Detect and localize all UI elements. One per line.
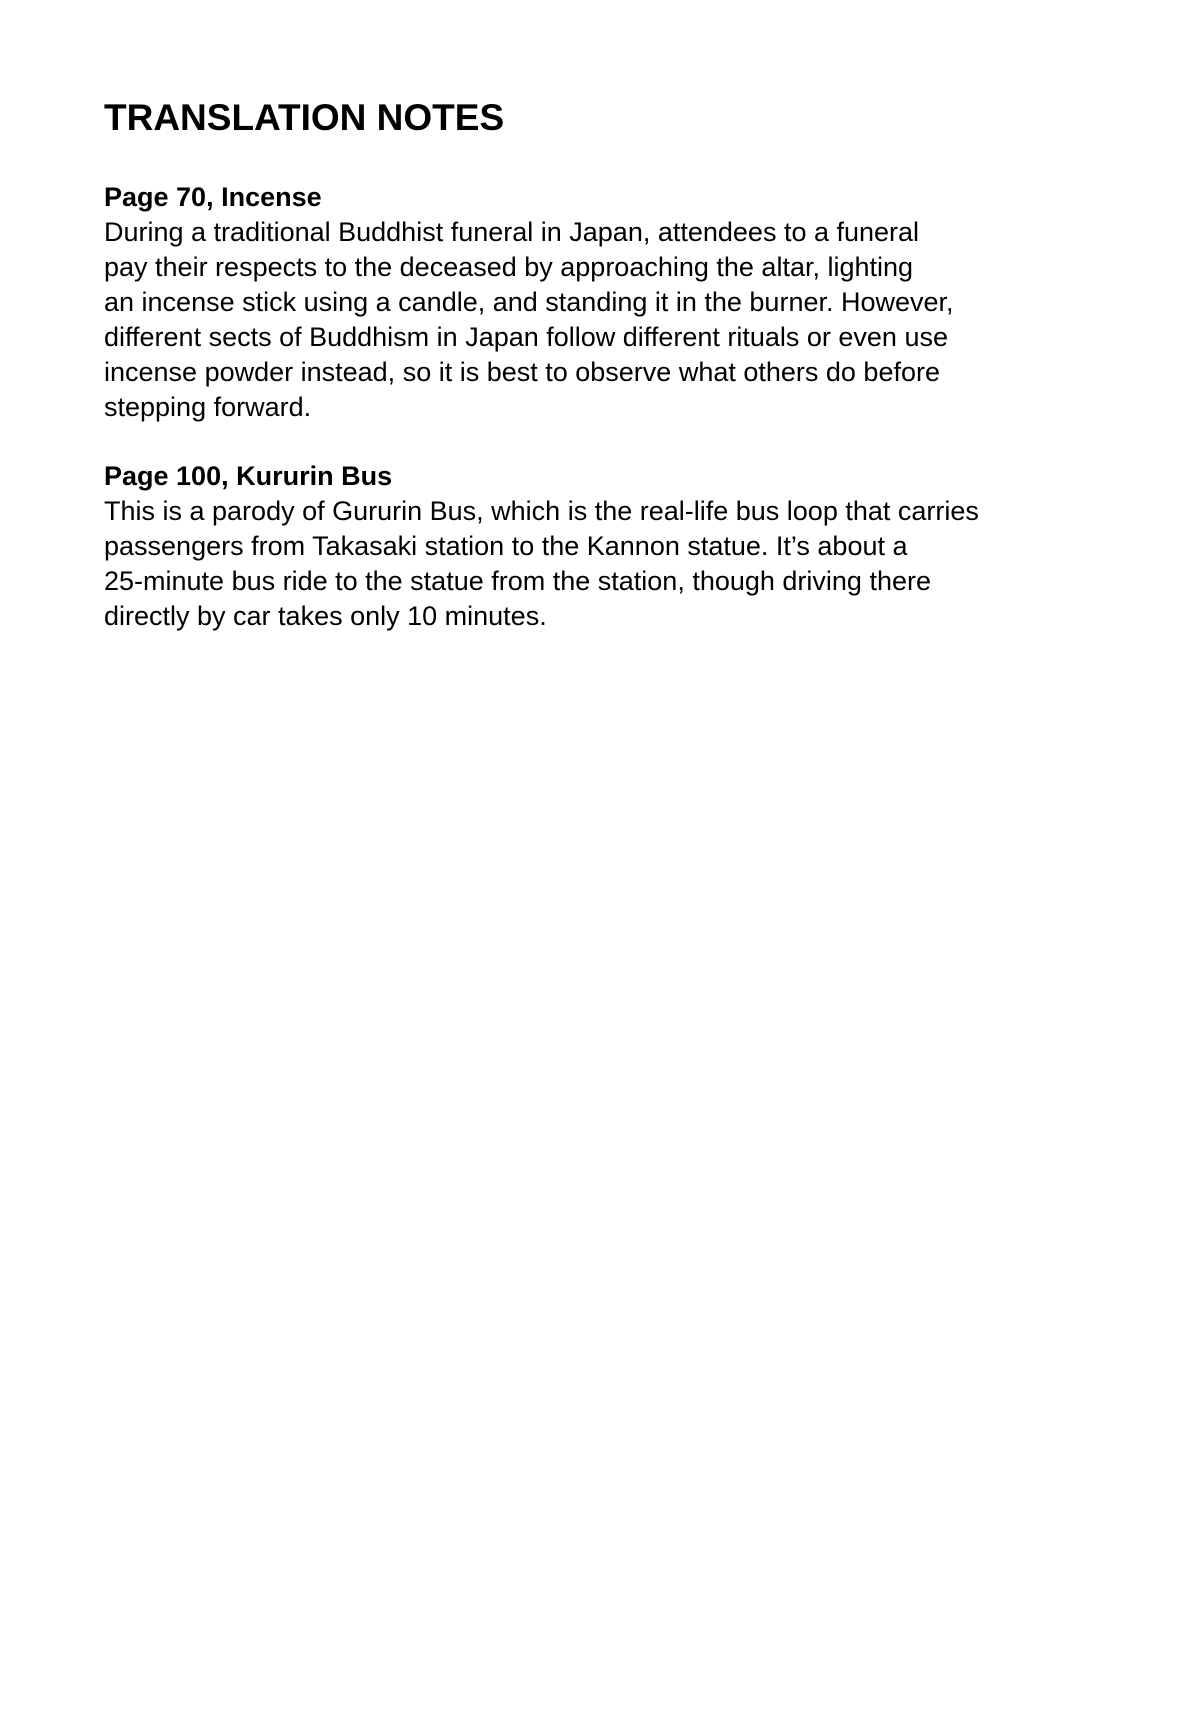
note-heading: Page 70, Incense [104, 182, 322, 212]
note-line: an incense stick using a candle, and standing it in the burner. However, [104, 287, 954, 317]
note-line: stepping forward. [104, 392, 312, 422]
note-line: different sects of Buddhism in Japan follow different rituals or even use [104, 322, 948, 352]
note-line: pay their respects to the deceased by approaching the altar, lighting [104, 252, 914, 282]
page-title: TRANSLATION NOTES [104, 97, 505, 138]
note-line: 25-minute bus ride to the statue from the station, though driving there [104, 566, 931, 596]
note-line: This is a parody of Gururin Bus, which is the real-life bus loop that carries [104, 496, 979, 526]
note-body [104, 215, 1104, 425]
translation-notes-page [104, 96, 1104, 634]
note-line: directly by car takes only 10 minutes. [104, 601, 547, 631]
note-page-100 [104, 459, 1104, 634]
note-body [104, 494, 1104, 634]
note-line: incense powder instead, so it is best to observe what others do before [104, 357, 940, 387]
note-heading: Page 100, Kururin Bus [104, 461, 393, 491]
note-page-70 [104, 180, 1104, 425]
note-line: During a traditional Buddhist funeral in Japan, attendees to a funeral [104, 217, 920, 247]
note-line: passengers from Takasaki station to the Kannon statue. It’s about a [104, 531, 908, 561]
